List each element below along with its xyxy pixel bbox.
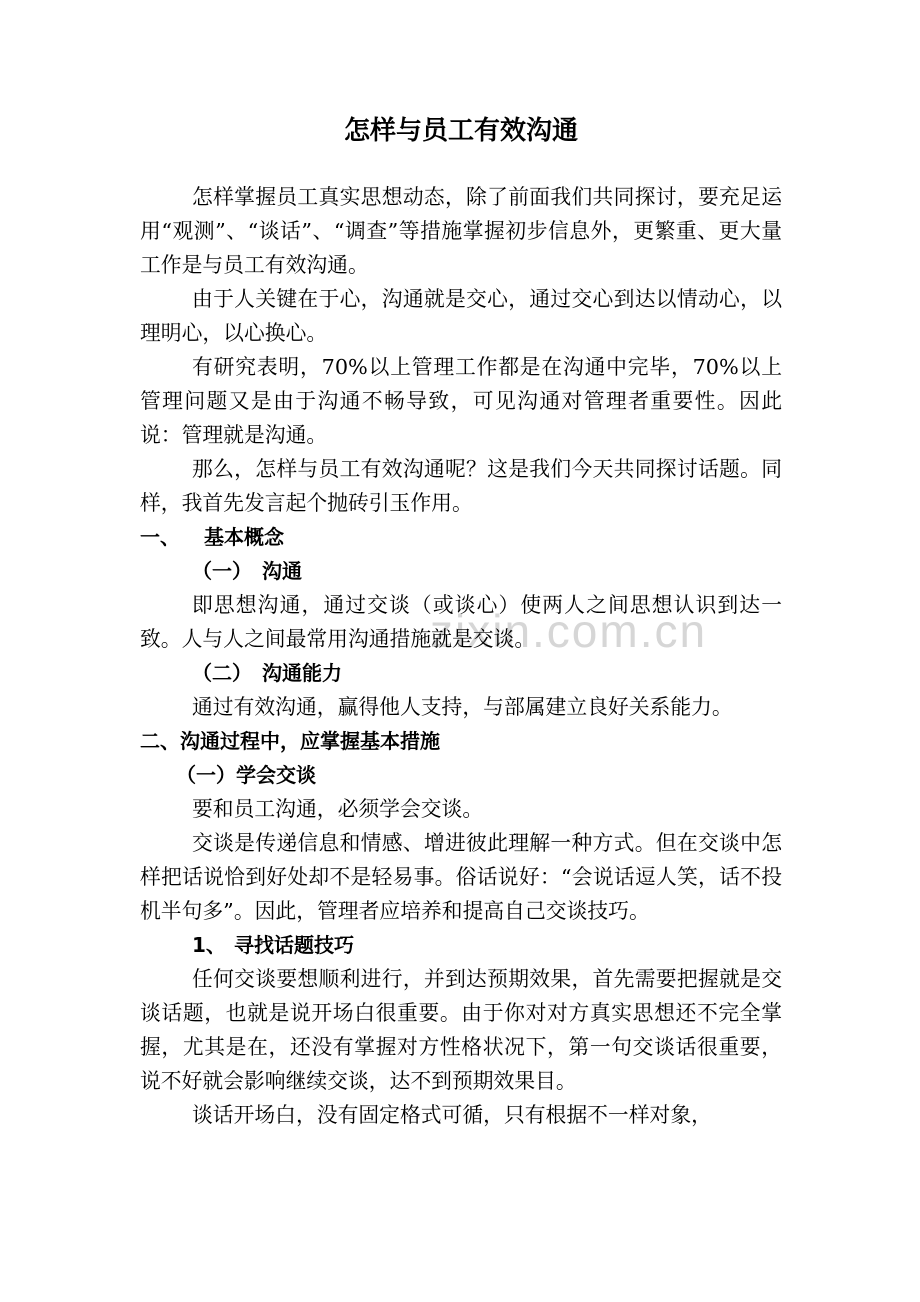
section-heading-2: 二、沟通过程中，应掌握基本措施 <box>140 729 440 753</box>
paragraph: 那么，怎样与员工有效沟通呢？这是我们今天共同探讨话题。同样，我首先发言起个抛砖引玉作用。 <box>140 457 782 515</box>
paragraph: 有研究表明，70%以上管理工作都是在沟通中完毕，70%以上管理问题又是由于沟通不畅导致，可见沟通对管理者重要性。因此说：管理就是沟通。 <box>140 355 782 447</box>
paragraph: 要和员工沟通，必须学会交谈。 <box>192 797 484 821</box>
section-number: 一、 <box>140 525 180 549</box>
section-heading-1 <box>140 520 782 554</box>
item-number: 1、 <box>192 933 226 957</box>
paragraph: 通过有效沟通，赢得他人支持，与部属建立良好关系能力。 <box>192 695 733 719</box>
paragraph: 即思想沟通，通过交谈（或谈心）使两人之间思想认识到达一致。人与人之间最常用沟通措施就是交谈。 <box>140 593 782 651</box>
subsection-heading: （一）学会交谈 <box>176 763 316 787</box>
subsection-heading <box>140 554 782 588</box>
subsection-heading <box>140 656 782 690</box>
subsection-number: （二） <box>192 661 252 685</box>
subsection-title: 沟通能力 <box>262 661 342 685</box>
paragraph: 谈话开场白，没有固定格式可循，只有根据不一样对象， <box>192 1103 712 1127</box>
watermark: zixin.com.cn <box>430 605 708 657</box>
document-body <box>140 112 782 1132</box>
paragraph: 怎样掌握员工真实思想动态，除了前面我们共同探讨，要充足运用“观测”、“谈话”、“调查”等措施掌握初步信息外，更繁重、更大量工作是与员工有效沟通。 <box>140 185 782 277</box>
subsection-title: 沟通 <box>262 559 302 583</box>
paragraph: 由于人关键在于心，沟通就是交心，通过交心到达以情动心，以理明心，以心换心。 <box>140 287 782 345</box>
item-heading <box>140 928 782 962</box>
paragraph: 任何交谈要想顺利进行，并到达预期效果，首先需要把握就是交谈话题，也就是说开场白很重要。由于你对对方真实思想还不完全掌握，尤其是在，还没有掌握对方性格状况下，第一句交谈话很重要，说不好就会影响继续交谈，达不到预期效果目。 <box>140 967 782 1093</box>
item-title: 寻找话题技巧 <box>234 933 354 957</box>
subsection-number: （一） <box>192 559 252 583</box>
page-title: 怎样与员工有效沟通 <box>343 116 578 146</box>
paragraph: 交谈是传递信息和情感、增进彼此理解一种方式。但在交谈中怎样把话说恰到好处却不是轻易事。俗话说好：“会说话逗人笑，话不投机半句多”。因此，管理者应培养和提高自己交谈技巧。 <box>140 831 782 923</box>
section-title: 基本概念 <box>204 525 284 549</box>
